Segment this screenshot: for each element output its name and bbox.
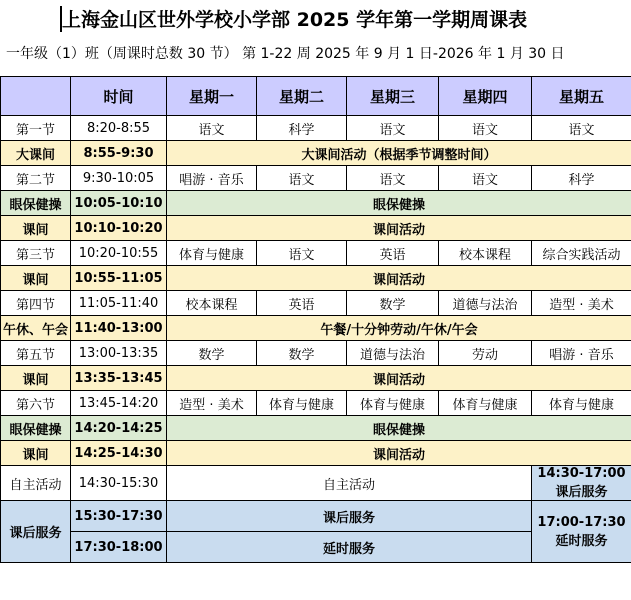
table-row xyxy=(1,501,631,532)
lesson-cell: 语文 xyxy=(167,116,257,141)
period-label: 课间 xyxy=(1,366,71,391)
activity-cell: 延时服务 xyxy=(167,532,532,563)
table-row xyxy=(1,391,631,416)
activity-cell: 眼保健操 xyxy=(167,416,631,441)
period-time: 9:30-10:05 xyxy=(71,166,167,191)
header-row xyxy=(1,77,631,116)
period-time: 14:25-14:30 xyxy=(71,441,167,466)
table-row xyxy=(1,166,631,191)
table-row xyxy=(1,191,631,216)
period-label: 第六节 xyxy=(1,391,71,416)
friday-service-time: 14:30-17:00 xyxy=(537,466,626,481)
activity-cell: 自主活动 xyxy=(167,466,532,501)
activity-cell: 课后服务 xyxy=(167,501,532,532)
period-time: 11:40-13:00 xyxy=(71,316,167,341)
header-mon: 星期一 xyxy=(167,77,257,116)
lesson-cell: 语文 xyxy=(439,116,532,141)
lesson-cell: 英语 xyxy=(347,241,439,266)
period-time: 8:55-9:30 xyxy=(71,141,167,166)
lesson-cell: 语文 xyxy=(439,166,532,191)
table-row xyxy=(1,441,631,466)
lesson-cell: 体育与健康 xyxy=(439,391,532,416)
period-time: 13:00-13:35 xyxy=(71,341,167,366)
period-label: 第一节 xyxy=(1,116,71,141)
lesson-cell: 语文 xyxy=(532,116,631,141)
period-label: 眼保健操 xyxy=(1,416,71,441)
lesson-cell: 造型 · 美术 xyxy=(167,391,257,416)
lesson-cell: 校本课程 xyxy=(439,241,532,266)
header-blank xyxy=(1,77,71,116)
period-label: 午休、午会 xyxy=(1,316,71,341)
friday-service-text: 课后服务 xyxy=(555,485,608,500)
period-time: 10:20-10:55 xyxy=(71,241,167,266)
lesson-cell: 数学 xyxy=(167,341,257,366)
period-time: 14:30-15:30 xyxy=(71,466,167,501)
header-wed: 星期三 xyxy=(347,77,439,116)
text-cursor xyxy=(60,6,62,32)
lesson-cell: 英语 xyxy=(257,291,347,316)
table-row xyxy=(1,316,631,341)
lesson-cell: 科学 xyxy=(532,166,631,191)
period-time: 17:30-18:00 xyxy=(71,532,167,563)
lesson-cell: 唱游 · 音乐 xyxy=(532,341,631,366)
header-thu: 星期四 xyxy=(439,77,532,116)
class-info: 一年级（1）班（周课时总数 30 节） 第 1-22 周 2025 年 9 月 1 日-2026 年 1 月 30 日 xyxy=(6,46,565,62)
lesson-cell: 校本课程 xyxy=(167,291,257,316)
period-time: 13:45-14:20 xyxy=(71,391,167,416)
table-row xyxy=(1,466,631,501)
period-time: 15:30-17:30 xyxy=(71,501,167,532)
period-label: 课间 xyxy=(1,266,71,291)
lesson-cell: 科学 xyxy=(257,116,347,141)
lesson-cell: 数学 xyxy=(257,341,347,366)
activity-cell: 大课间活动（根据季节调整时间） xyxy=(167,141,631,166)
period-label: 课间 xyxy=(1,441,71,466)
period-time: 14:20-14:25 xyxy=(71,416,167,441)
title-text: 上海金山区世外学校小学部 2025 学年第一学期周课表 xyxy=(62,8,528,31)
activity-cell: 眼保健操 xyxy=(167,191,631,216)
friday-service-cell xyxy=(532,466,631,501)
table-row xyxy=(1,241,631,266)
table-row xyxy=(1,291,631,316)
lesson-cell: 道德与法治 xyxy=(439,291,532,316)
period-time: 10:10-10:20 xyxy=(71,216,167,241)
period-label: 课间 xyxy=(1,216,71,241)
friday-extended-text: 延时服务 xyxy=(555,533,608,549)
lesson-cell: 唱游 · 音乐 xyxy=(167,166,257,191)
lesson-cell: 道德与法治 xyxy=(347,341,439,366)
friday-extended-time: 17:00-17:30 xyxy=(537,514,626,530)
period-time: 11:05-11:40 xyxy=(71,291,167,316)
lesson-cell: 体育与健康 xyxy=(532,391,631,416)
friday-extended-cell xyxy=(532,501,631,563)
header-tue: 星期二 xyxy=(257,77,347,116)
period-time: 10:55-11:05 xyxy=(71,266,167,291)
header-time: 时间 xyxy=(71,77,167,116)
period-time: 13:35-13:45 xyxy=(71,366,167,391)
activity-cell: 课间活动 xyxy=(167,216,631,241)
period-label: 课后服务 xyxy=(1,501,71,563)
lesson-cell: 语文 xyxy=(347,166,439,191)
table-row xyxy=(1,416,631,441)
activity-cell: 午餐/十分钟劳动/午休/午会 xyxy=(167,316,631,341)
lesson-cell: 劳动 xyxy=(439,341,532,366)
lesson-cell: 语文 xyxy=(257,241,347,266)
period-label: 第四节 xyxy=(1,291,71,316)
lesson-cell: 综合实践活动 xyxy=(532,241,631,266)
period-label: 第五节 xyxy=(1,341,71,366)
lesson-cell: 体育与健康 xyxy=(167,241,257,266)
activity-cell: 课间活动 xyxy=(167,441,631,466)
period-label: 眼保健操 xyxy=(1,191,71,216)
page-title xyxy=(0,0,631,36)
period-label: 第二节 xyxy=(1,166,71,191)
period-label: 大课间 xyxy=(1,141,71,166)
activity-cell: 课间活动 xyxy=(167,266,631,291)
timetable xyxy=(0,76,631,563)
header-fri: 星期五 xyxy=(532,77,631,116)
lesson-cell: 体育与健康 xyxy=(257,391,347,416)
table-row xyxy=(1,366,631,391)
lesson-cell: 造型 · 美术 xyxy=(532,291,631,316)
lesson-cell: 语文 xyxy=(347,116,439,141)
period-time: 8:20-8:55 xyxy=(71,116,167,141)
period-label: 自主活动 xyxy=(1,466,71,501)
period-time: 10:05-10:10 xyxy=(71,191,167,216)
activity-cell: 课间活动 xyxy=(167,366,631,391)
period-label: 第三节 xyxy=(1,241,71,266)
table-row xyxy=(1,216,631,241)
table-row xyxy=(1,266,631,291)
table-row xyxy=(1,341,631,366)
lesson-cell: 数学 xyxy=(347,291,439,316)
table-row xyxy=(1,141,631,166)
lesson-cell: 体育与健康 xyxy=(347,391,439,416)
lesson-cell: 语文 xyxy=(257,166,347,191)
table-row xyxy=(1,116,631,141)
